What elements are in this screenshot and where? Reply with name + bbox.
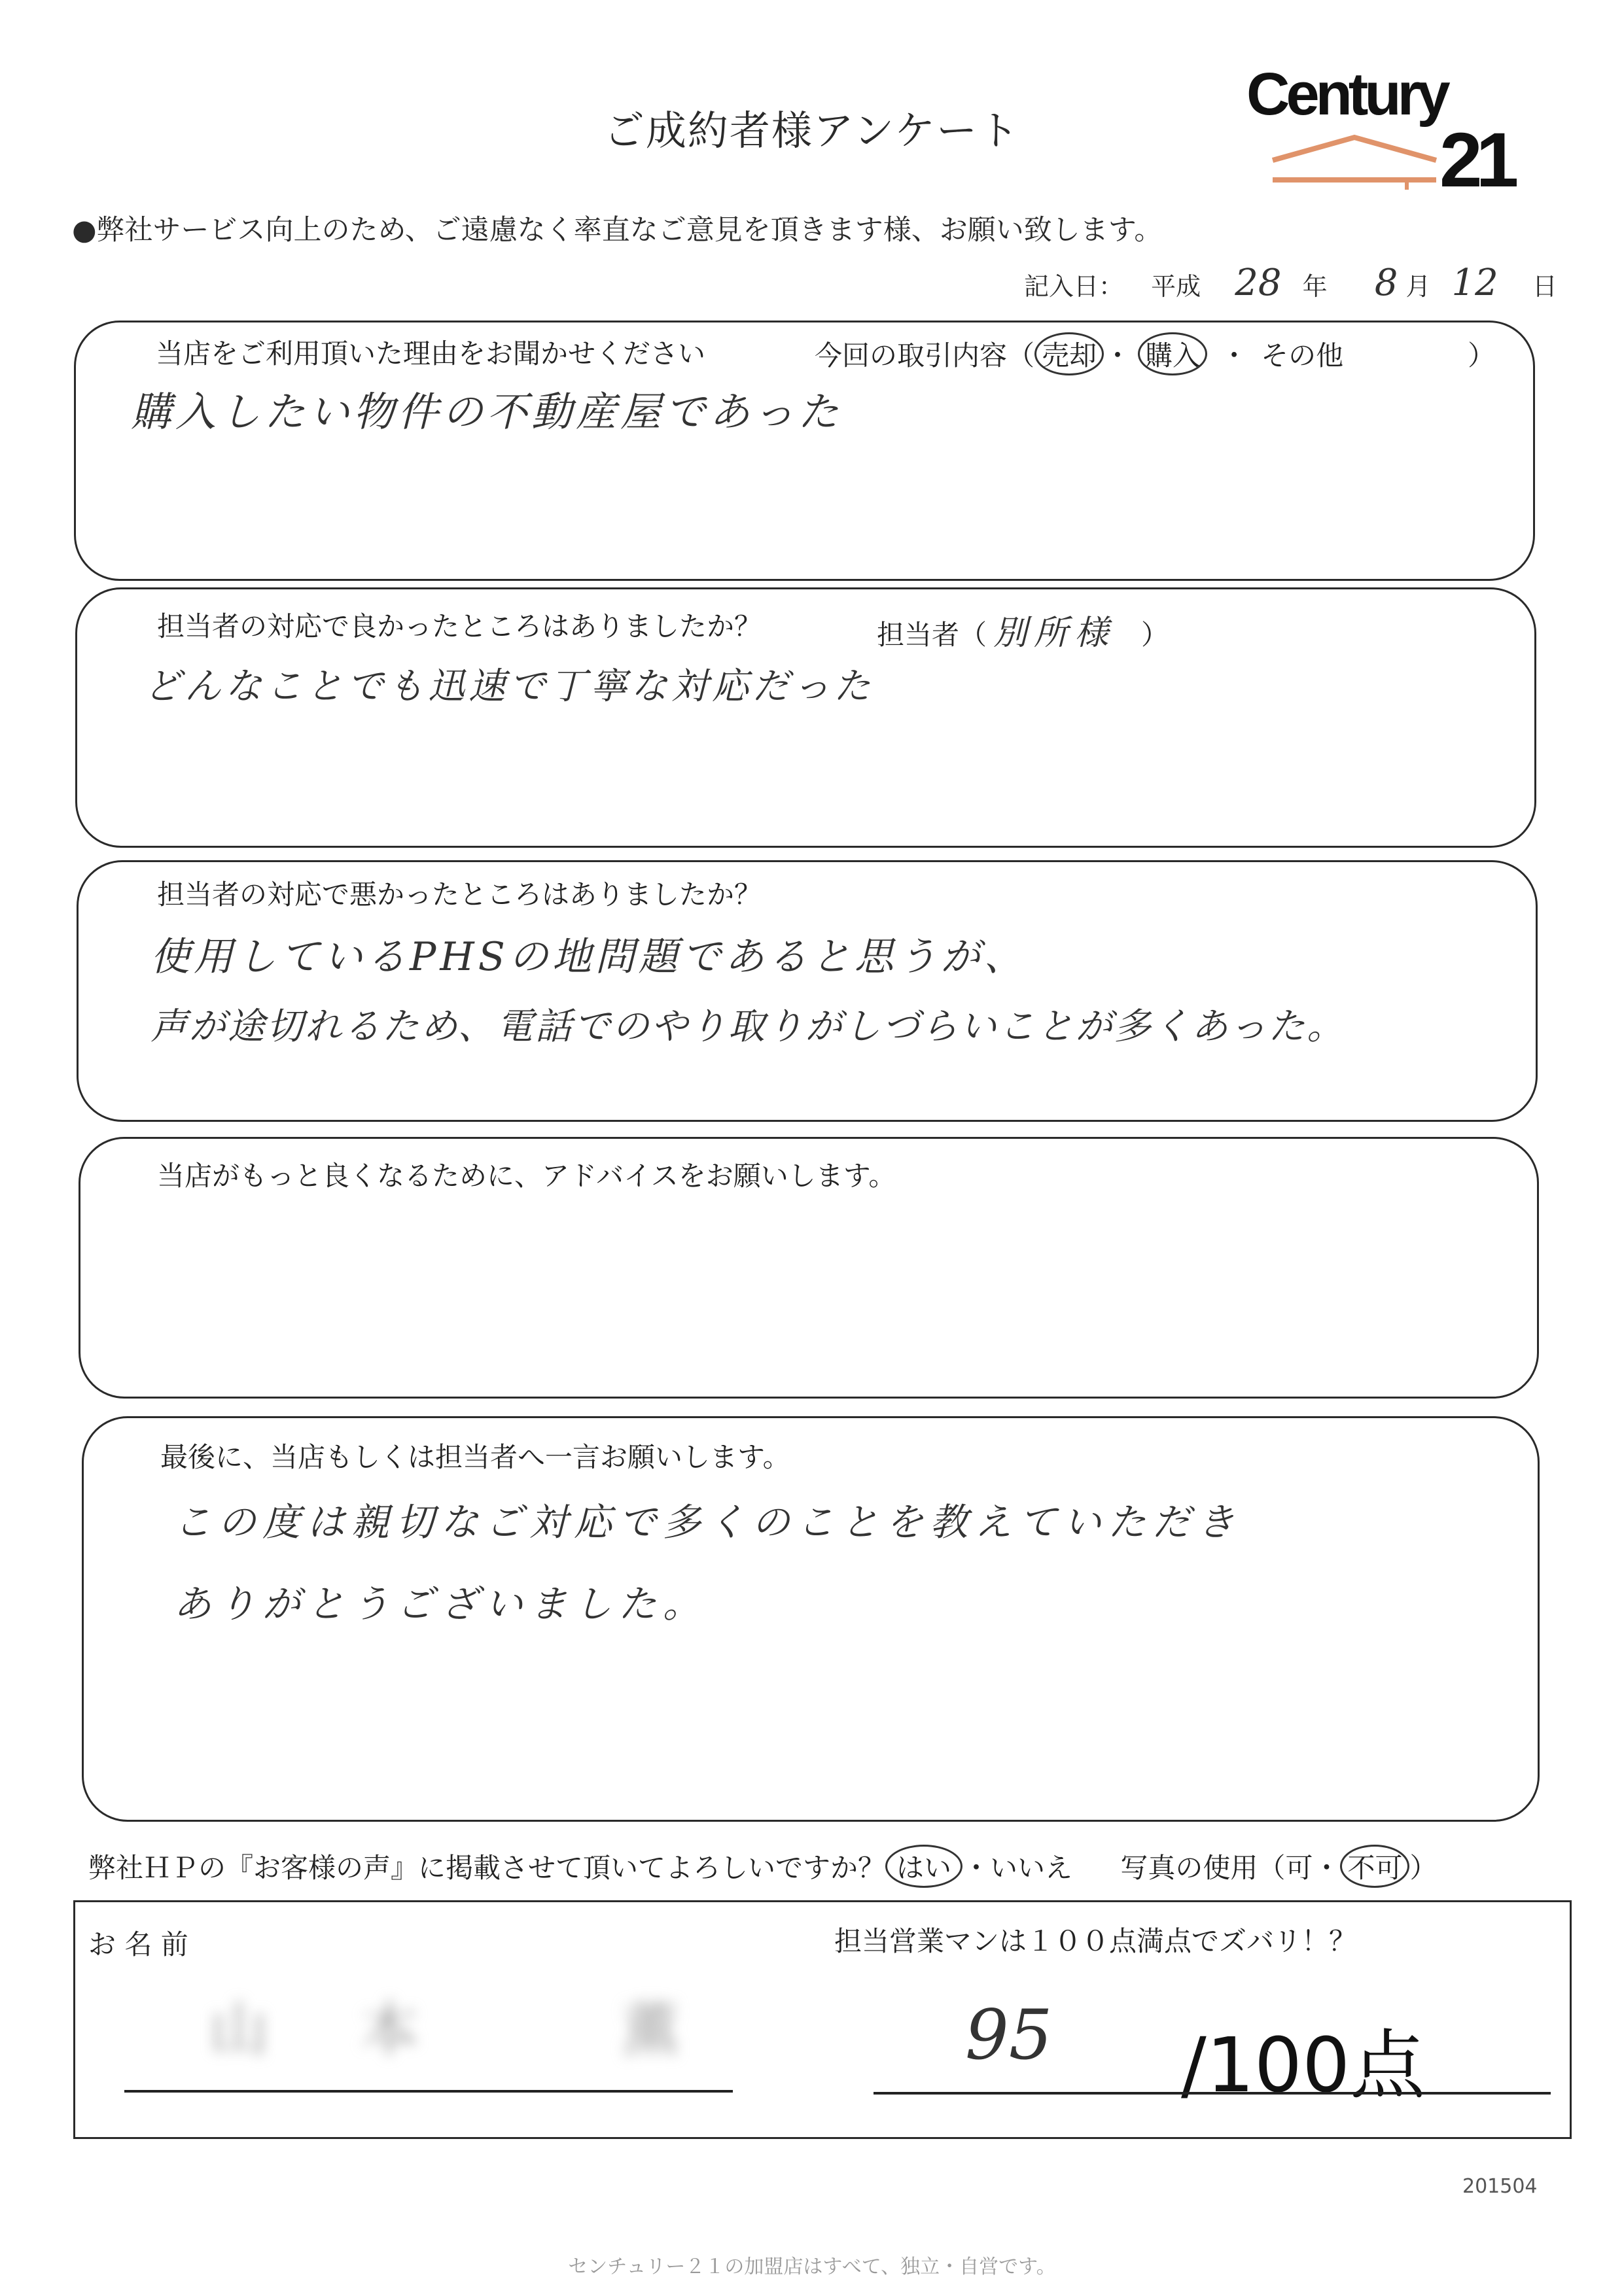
logo-roof [1273, 137, 1436, 160]
staff [877, 605, 1169, 654]
customer-name[interactable]: 山本 薫 [209, 1996, 771, 2064]
entry-date-year-unit: 年 [1302, 272, 1328, 301]
staff-name[interactable]: 別所様 [993, 614, 1116, 653]
staff-close: ） [1141, 619, 1169, 651]
entry-date-day[interactable]: 12 [1451, 262, 1498, 304]
entry-date [1024, 262, 1557, 304]
transaction-type [815, 332, 1495, 375]
publish-yes[interactable]: はい [885, 1845, 962, 1888]
entry-date-month[interactable]: 8 [1374, 262, 1398, 304]
publish-no[interactable]: いいえ [990, 1852, 1073, 1884]
photo-close: ） [1409, 1852, 1438, 1884]
answer-bad-line1[interactable]: 使用しているPHSの地問題であると思うが、 [150, 934, 1027, 980]
answer-reason[interactable]: 購入したい物件の不動産屋であった [131, 388, 843, 436]
century21-logo [1246, 62, 1554, 193]
option-separator: ・ [1104, 339, 1132, 372]
option-buy[interactable]: 購入 [1138, 332, 1207, 375]
answer-good[interactable]: どんなことでも迅速で丁寧な対応だった [144, 665, 874, 708]
score-value[interactable]: 95 [965, 1995, 1053, 2075]
transaction-label: 今回の取引内容（ [815, 339, 1035, 372]
publish-question: 弊社ＨＰの『お客様の声』に掲載させて頂いてよろしいですか？ [88, 1852, 886, 1884]
question-advice: 当店がもっと良くなるために、アドバイスをお願いします。 [157, 1160, 896, 1192]
question-message: 最後に、当店もしくは担当者へ一言お願いします。 [160, 1441, 790, 1473]
question-bad: 担当者の対応で悪かったところはありましたか？ [157, 878, 762, 911]
page-title: ご成約者様アンケート [603, 107, 1021, 154]
entry-date-month-unit: 月 [1405, 272, 1431, 301]
photo-ng[interactable]: 不可 [1340, 1845, 1409, 1888]
score-question: 担当営業マンは１００点満点でズバリ！？ [834, 1925, 1357, 1957]
logo-wordmark: Century [1246, 62, 1447, 128]
option-other[interactable]: その他 [1261, 339, 1344, 372]
question-good: 担当者の対応で良かったところはありましたか？ [157, 610, 762, 642]
option-sell[interactable]: 売却 [1034, 332, 1104, 375]
question-reason: 当店をご利用頂いた理由をお聞かせください [156, 338, 706, 370]
score-suffix: /100点 [1181, 2022, 1426, 2110]
name-underline [124, 2090, 733, 2093]
answer-message-line1[interactable]: この度は親切なご対応で多くのことを教えていただき [173, 1500, 1242, 1544]
name-label: お 名 前 [88, 1928, 188, 1960]
transaction-close: ） [1468, 339, 1496, 372]
entry-date-day-unit: 日 [1532, 272, 1557, 301]
photo-separator: ・ [1313, 1852, 1341, 1884]
entry-date-colon: ： [1099, 272, 1124, 301]
entry-date-year[interactable]: 28 [1235, 262, 1282, 304]
century21-logo-icon [1246, 62, 1554, 193]
photo-label: 写真の使用（ [1120, 1852, 1286, 1884]
form-code: 201504 [1462, 2175, 1538, 2198]
logo-number: 21 [1439, 117, 1513, 193]
entry-date-era: 平成 [1151, 272, 1201, 301]
answer-message-line2[interactable]: ありがとうございました。 [173, 1582, 708, 1626]
publish-separator: ・ [962, 1852, 991, 1884]
staff-label: 担当者（ [877, 619, 987, 651]
footer-note: センチュリー２１の加盟店はすべて、独立・自営です。 [568, 2255, 1056, 2278]
score-underline [874, 2092, 1551, 2095]
photo-ok[interactable]: 可 [1285, 1852, 1313, 1884]
intro-text: ●弊社サービス向上のため、ご遠慮なく率直なご意見を頂きます様、お願い致します。 [72, 214, 1163, 247]
entry-date-label: 記入日 [1024, 272, 1099, 301]
publish-consent [88, 1845, 1438, 1888]
answer-bad-line2[interactable]: 声が途切れるため、電話でのやり取りがしづらいことが多くあった。 [150, 1005, 1346, 1048]
option-separator: ・ [1220, 339, 1248, 372]
